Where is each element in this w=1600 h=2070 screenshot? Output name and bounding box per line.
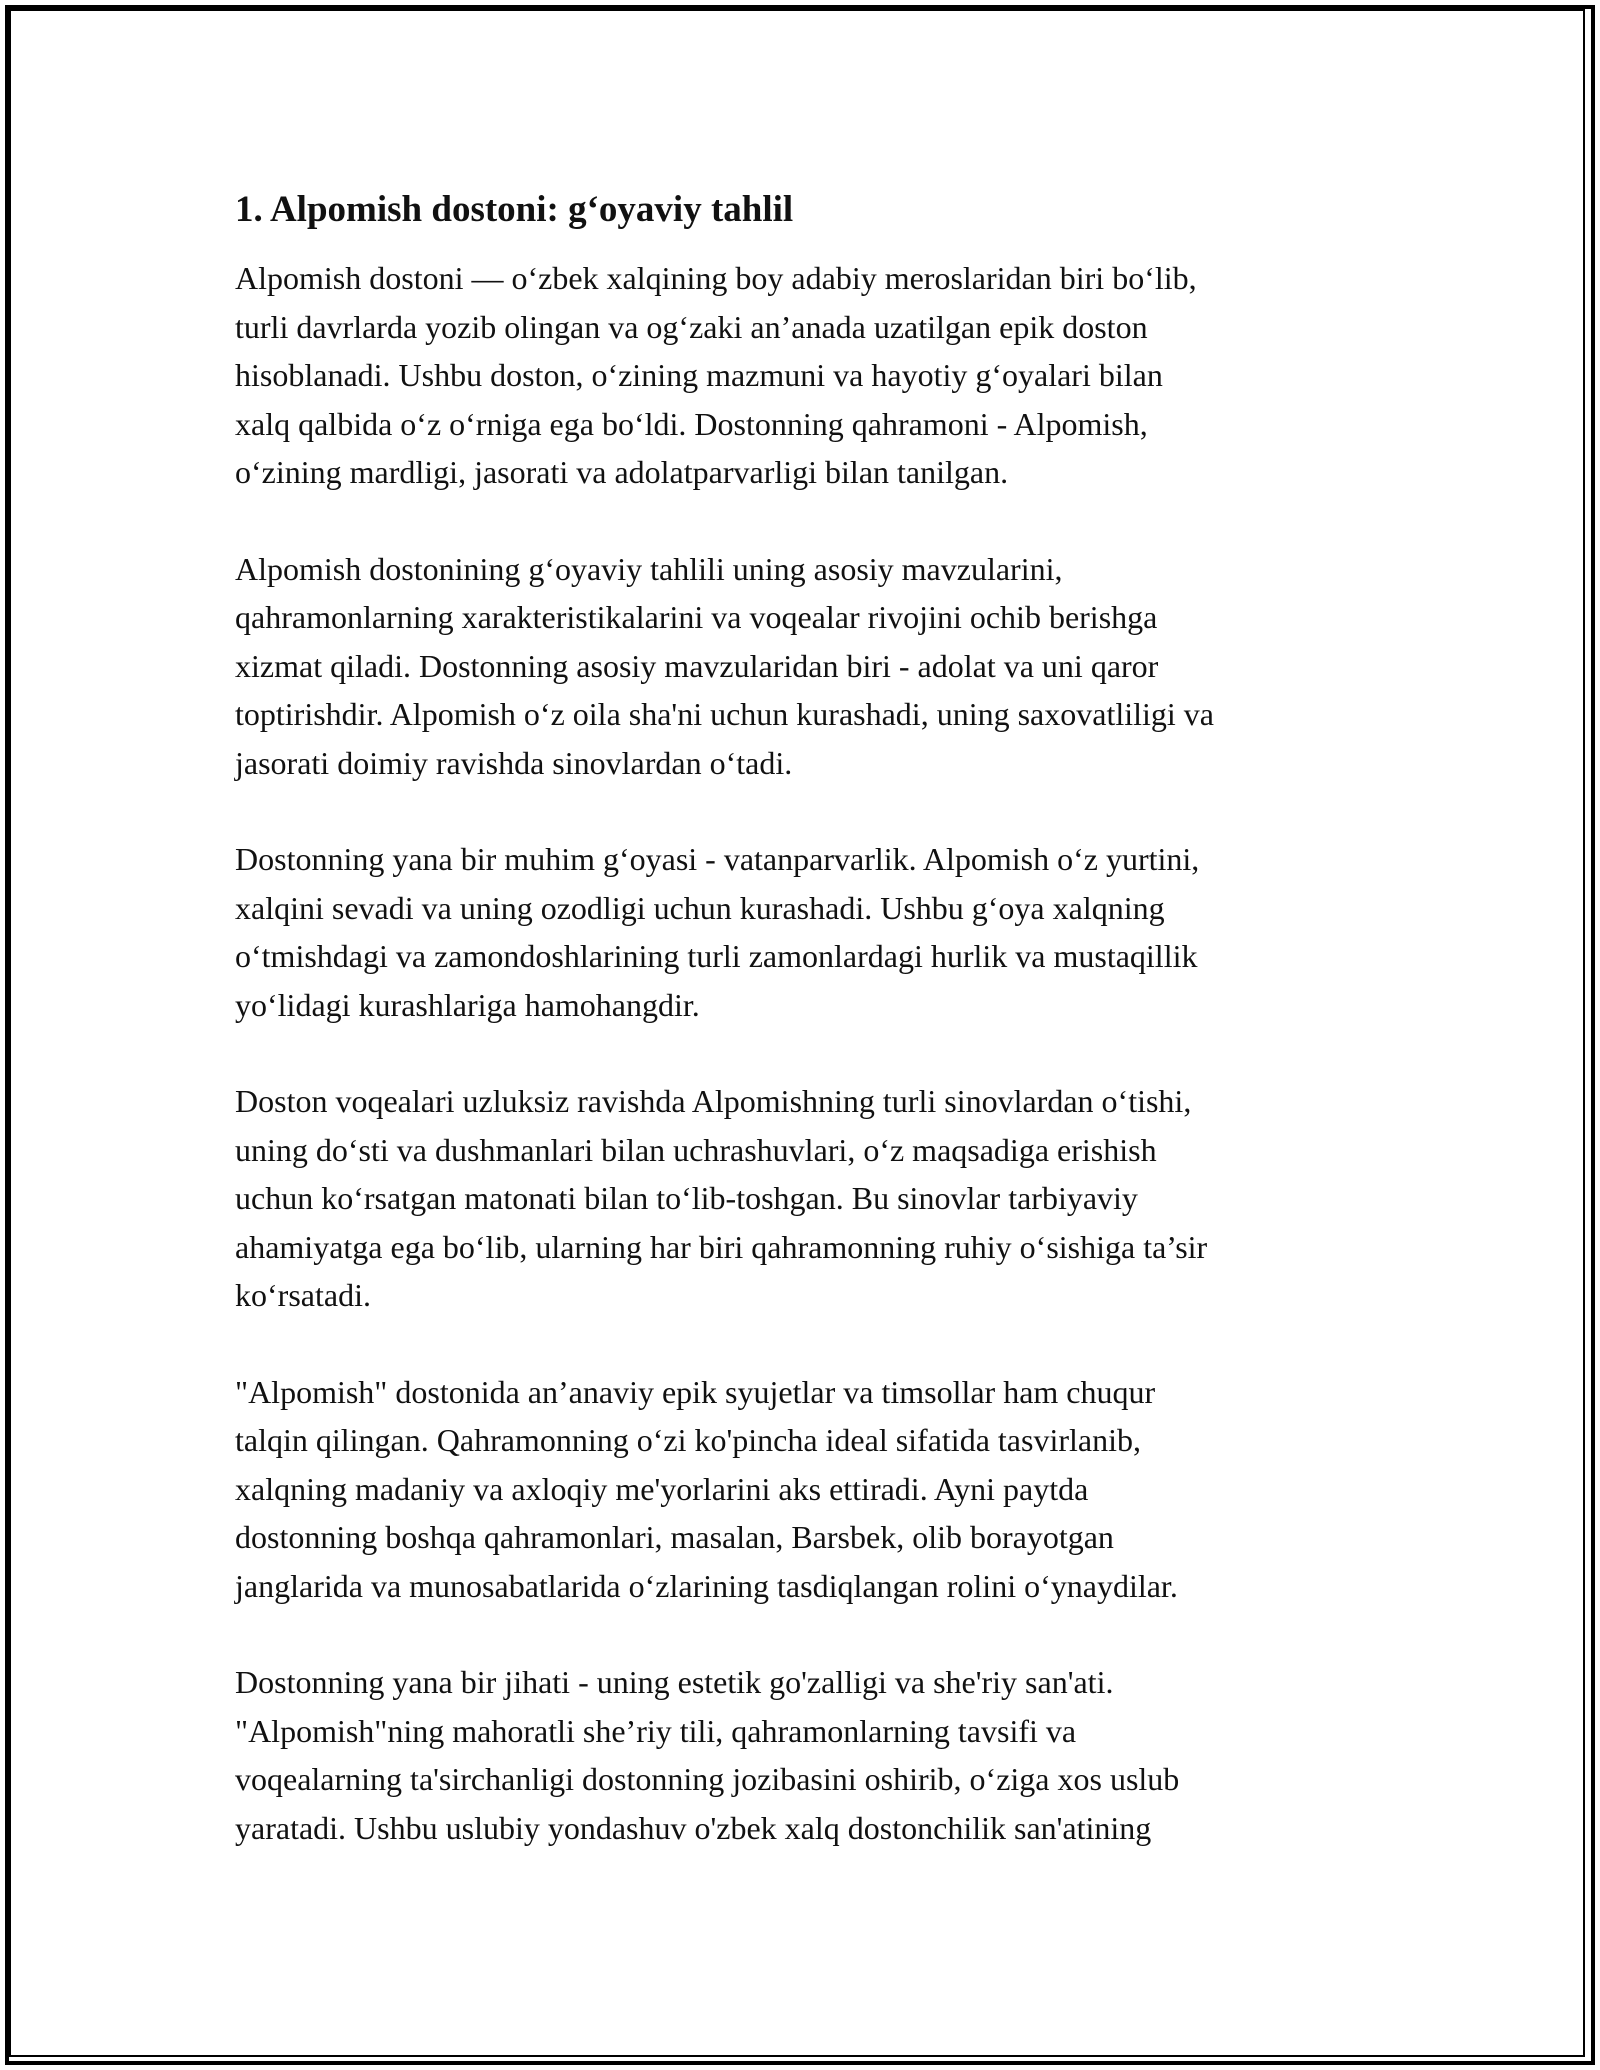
text-line: Dostonning yana bir muhim g‘oyasi - vatanparvarlik. Alpomish o‘z yurtini, xyxy=(235,841,1200,877)
text-line: voqealarning ta'sirchanligi dostonning jozibasini oshirib, o‘ziga xos uslub xyxy=(235,1761,1180,1797)
text-line: talqin qilingan. Qahramonning o‘zi ko'pincha ideal sifatida tasvirlanib, xyxy=(235,1422,1141,1458)
text-line: uning do‘sti va dushmanlari bilan uchrashuvlari, o‘z maqsadiga erishish xyxy=(235,1131,1157,1168)
text-line: o‘tmishdagi va zamondoshlarining turli zamonlardagi hurlik va mustaqillik xyxy=(235,938,1198,974)
paragraph-1 xyxy=(235,254,1375,497)
text-line: turli davrlarda yozib olingan va og‘zaki an’anada uzatilgan epik doston xyxy=(235,308,1148,345)
text-line: ko‘rsatadi. xyxy=(235,1277,371,1313)
text-line: "Alpomish"ning mahoratli she’riy tili, qahramonlarning tavsifi va xyxy=(235,1712,1077,1749)
text-line: hisoblanadi. Ushbu doston, o‘zining mazmuni va hayotiy g‘oyalari bilan xyxy=(235,357,1163,393)
text-line: yo‘lidagi kurashlariga hamohangdir. xyxy=(235,986,700,1023)
document-title: 1. Alpomish dostoni: g‘oyaviy tahlil xyxy=(235,189,794,230)
text-line: uchun ko‘rsatgan matonati bilan to‘lib-toshgan. Bu sinovlar tarbiyaviy xyxy=(235,1180,1138,1216)
paragraph-3 xyxy=(235,835,1375,1029)
text-line: dostonning boshqa qahramonlari, masalan, Barsbek, olib borayotgan xyxy=(235,1519,1114,1555)
text-line: Dostonning yana bir jihati - uning estetik go'zalligi va she'riy san'ati. xyxy=(235,1664,1114,1700)
text-line: ahamiyatga ega bo‘lib, ularning har biri qahramonning ruhiy o‘sishiga ta’sir xyxy=(235,1228,1208,1265)
text-line: xalq qalbida o‘z o‘rniga ega bo‘ldi. Dostonning qahramoni - Alpomish, xyxy=(235,405,1148,442)
paragraph-5 xyxy=(235,1368,1375,1611)
text-line: o‘zining mardligi, jasorati va adolatparvarligi bilan tanilgan. xyxy=(235,454,1009,490)
text-line: toptirishdir. Alpomish o‘z oila sha'ni uchun kurashadi, uning saxovatliligi va xyxy=(235,696,1214,732)
text-line: qahramonlarning xarakteristikalarini va voqealar rivojini ochib berishga xyxy=(235,599,1158,635)
paragraph-2 xyxy=(235,545,1375,788)
text-line: xalqning madaniy va axloqiy me'yorlarini aks ettiradi. Ayni paytda xyxy=(235,1470,1089,1507)
document-body xyxy=(235,186,1375,1900)
text-line: Alpomish dostoni — o‘zbek xalqining boy adabiy meroslaridan biri bo‘lib, xyxy=(235,260,1197,296)
paragraph-4 xyxy=(235,1077,1375,1320)
paragraph-6 xyxy=(235,1658,1375,1852)
text-line: yaratadi. Ushbu uslubiy yondashuv o'zbek xalq dostonchilik san'atining xyxy=(235,1809,1152,1846)
text-line: Doston voqealari uzluksiz ravishda Alpomishning turli sinovlardan o‘tishi, xyxy=(235,1083,1192,1119)
text-line: jasorati doimiy ravishda sinovlardan o‘tadi. xyxy=(235,744,793,781)
text-line: janglarida va munosabatlarida o‘zlarining tasdiqlangan rolini o‘ynaydilar. xyxy=(235,1567,1178,1604)
text-line: Alpomish dostonining g‘oyaviy tahlili uning asosiy mavzularini, xyxy=(235,550,1063,587)
text-line: xizmat qiladi. Dostonning asosiy mavzularidan biri - adolat va uni qaror xyxy=(235,647,1159,684)
text-line: "Alpomish" dostonida an’anaviy epik syujetlar va timsollar ham chuqur xyxy=(235,1373,1156,1410)
text-line: xalqini sevadi va uning ozodligi uchun kurashadi. Ushbu g‘oya xalqning xyxy=(235,889,1165,926)
